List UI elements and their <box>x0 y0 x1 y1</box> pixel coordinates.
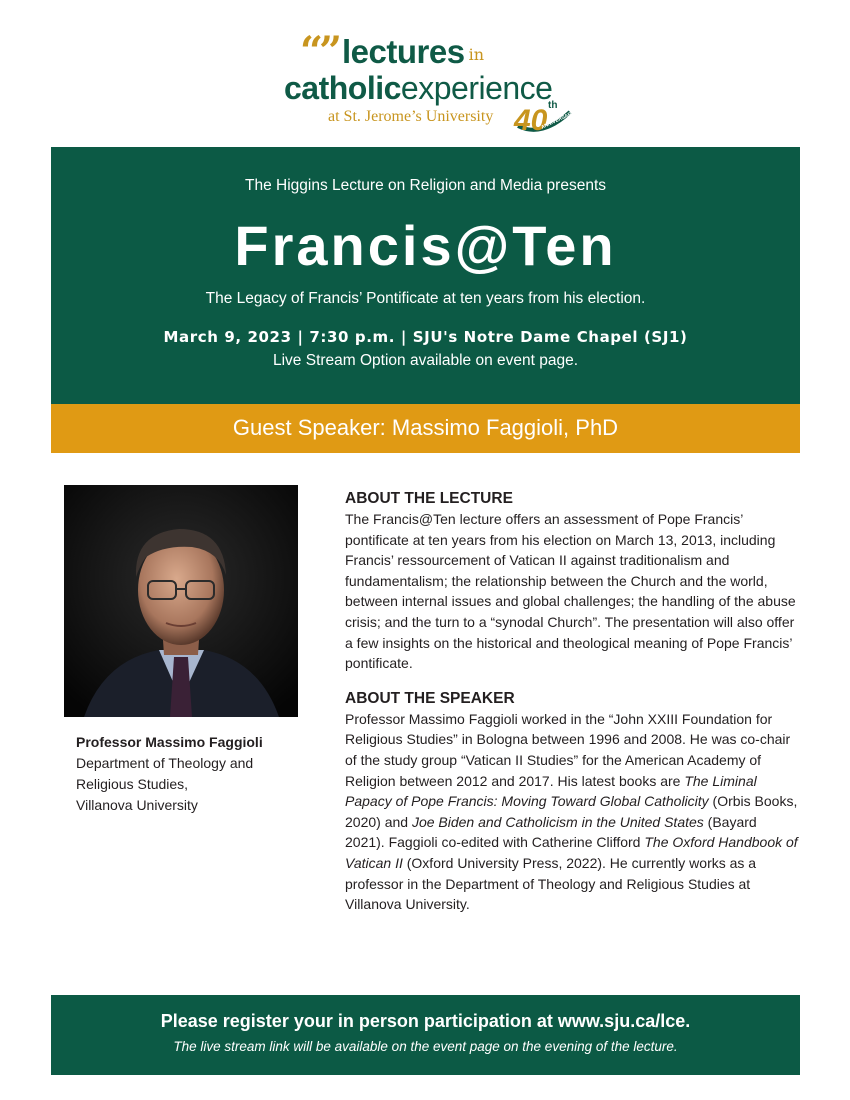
book-title-joe-biden: Joe Biden and Catholicism in the United States <box>411 813 704 830</box>
about-lecture-section <box>345 488 800 674</box>
event-header <box>51 147 800 404</box>
logo-word-lectures: lectures <box>342 33 465 70</box>
speaker-department-line-2: Religious Studies, <box>76 776 189 792</box>
presents-line: The Higgins Lecture on Religion and Media presents <box>244 177 607 194</box>
speaker-photo <box>64 485 298 717</box>
event-title: Francis@Ten <box>234 214 617 277</box>
speaker-department-line-1: Department of Theology and <box>76 755 254 771</box>
book-title-liminal-papacy: The Liminal Papacy of Pope Francis: Moving Toward Global Catholicity <box>345 772 757 810</box>
livestream-note: Live Stream Option available on event page. <box>272 352 579 369</box>
about-speaker-section <box>345 688 800 915</box>
quote-mark-icon: “” <box>300 28 339 75</box>
about-speaker-body <box>345 709 800 915</box>
anniversary-label: ANNIVERSARY <box>540 109 576 131</box>
logo <box>284 28 610 138</box>
speaker-name: Professor Massimo Faggioli <box>76 734 263 750</box>
about-lecture-heading: ABOUT THE LECTURE <box>345 490 513 507</box>
event-subtitle: The Legacy of Francis’ Pontificate at ten years from his election. <box>205 290 646 307</box>
speaker-bio-text-2: (Orbis Books, 2020) and <box>345 793 798 830</box>
speaker-bio-text-1: Professor Massimo Faggioli worked in the “John XXIII Foundation for Religious Studies” in Bologna between 1996 and 2008. He was co-chair of the study group “Vatican II Studies” for the American Academy of Religion between 2012 and 2017. His latest books are <box>345 710 791 789</box>
guest-speaker-bar: Guest Speaker: Massimo Faggioli, PhD <box>51 404 800 453</box>
speaker-caption <box>76 732 296 816</box>
event-date-time-location: March 9, 2023 | 7:30 p.m. | SJU's Notre Dame Chapel (SJ1) <box>163 328 688 346</box>
registration-footer <box>51 995 800 1075</box>
logo-university: at St. Jerome’s University <box>328 108 494 125</box>
anniversary-badge-icon <box>512 96 576 140</box>
logo-word-catholic: catholic <box>284 70 401 106</box>
livestream-link-note: The live stream link will be available on the event page on the evening of the lecture. <box>173 1039 678 1054</box>
anniversary-number: 40 <box>514 104 548 137</box>
logo-line-1 <box>300 28 485 75</box>
about-speaker-heading: ABOUT THE SPEAKER <box>345 689 515 707</box>
anniversary-suffix: th <box>548 100 558 111</box>
content-column <box>345 488 800 915</box>
registration-text: Please register your in person participation at www.sju.ca/lce. <box>160 1011 691 1031</box>
about-lecture-body: The Francis@Ten lecture offers an assessment of Pope Francis’ pontificate at ten years from his election on March 13, 2013, including Francis’ ressourcement of Vatican II against traditionalism and fundamentalism; the relationship between the Church and the world, between internal issues and global challenges; the handling of the abuse crisis; and the turn to a “synodal Church”. The presentation will also offer a few insights on the historical and theological meaning of Pope Francis’ pontificate. <box>345 511 796 672</box>
book-title-oxford-handbook: The Oxford Handbook of Vatican II <box>345 834 798 871</box>
speaker-bio-text-3: (Bayard 2021). Faggioli co-edited with Catherine Clifford <box>345 813 757 851</box>
logo-word-experience: experience <box>400 70 553 106</box>
speaker-bio-text-4: (Oxford University Press, 2022). He currently works as a professor in the Department of Theology and Religious Studies at Villanova University. <box>345 854 757 913</box>
speaker-university: Villanova University <box>76 797 198 813</box>
logo-word-in: in <box>468 45 485 64</box>
